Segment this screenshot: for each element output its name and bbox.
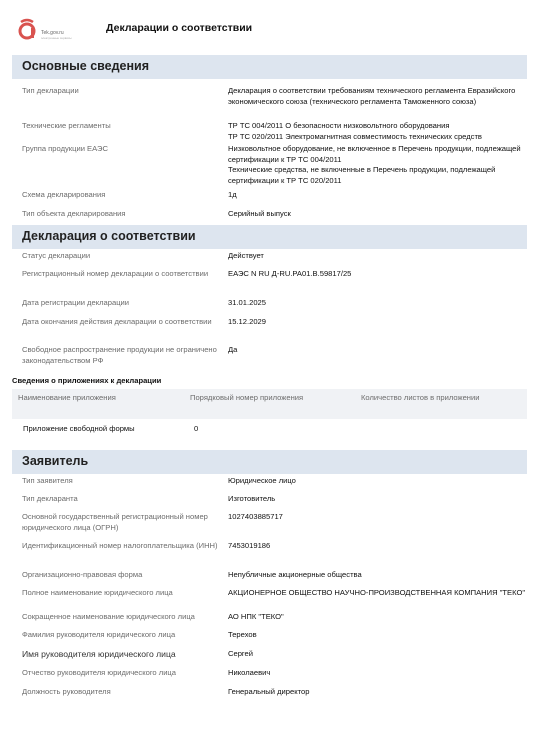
field-label: Полное наименование юридического лица xyxy=(22,588,173,597)
section-header-applicant xyxy=(12,450,527,474)
field-value: Низковольтное оборудование, не включенное в Перечень продукции, подлежащей сертификации к ТР ТС 004/2011 Технические средства, не включенные в Перечень продукции, подлежащей сертификации к ТР ТС 020/2011 xyxy=(228,144,521,185)
field-value: 15.12.2029 xyxy=(228,317,267,326)
field-label: Должность руководителя xyxy=(22,687,111,696)
field-value: Да xyxy=(228,345,238,354)
column-header: Порядковый номер приложения xyxy=(190,393,304,402)
field-value: АО НПК "ТЕКО" xyxy=(228,612,284,621)
field-value: 1д xyxy=(228,190,237,199)
field-value: Сергей xyxy=(228,649,253,658)
table-cell: 0 xyxy=(194,424,199,433)
site-logo[interactable] xyxy=(18,18,88,44)
field-value: АКЦИОНЕРНОЕ ОБЩЕСТВО НАУЧНО-ПРОИЗВОДСТВЕННАЯ КОМПАНИЯ "ТЕКО" xyxy=(228,588,526,597)
field-label: Организационно-правовая форма xyxy=(22,570,143,579)
field-label: Регистрационный номер декларации о соответствии xyxy=(22,269,209,278)
field-label: Сокращенное наименование юридического лица xyxy=(22,612,195,621)
field-label: Группа продукции ЕАЭС xyxy=(22,144,108,153)
field-label: Дата окончания действия декларации о соответствии xyxy=(22,317,212,326)
field-value: 7453019186 xyxy=(228,541,271,550)
field-label: Технические регламенты xyxy=(22,121,111,130)
field-value: ЕАЭС N RU Д-RU.PA01.B.59817/25 xyxy=(228,269,352,278)
field-label: Фамилия руководителя юридического лица xyxy=(22,630,176,639)
field-label: Тип заявителя xyxy=(22,476,73,485)
field-label: Тип объекта декларирования xyxy=(22,209,126,218)
field-label: Основной государственный регистрационный номер юридического лица (ОГРН) xyxy=(22,512,208,532)
page-title: Декларации о соответствии xyxy=(106,22,253,34)
field-value: Юридическое лицо xyxy=(228,476,296,485)
logo-icon xyxy=(18,18,36,40)
field-value: Николаевич xyxy=(228,668,271,677)
field-value: 31.01.2025 xyxy=(228,298,267,307)
field-value: Серийный выпуск xyxy=(228,209,291,218)
field-value: Декларация о соответствии требованиям технического регламента Евразийского экономического союза (технического регламента Таможенного союза) xyxy=(228,86,516,106)
section-header-basic xyxy=(12,55,527,79)
attachments-title: Сведения о приложениях к декларации xyxy=(12,376,162,385)
field-label: Схема декларирования xyxy=(22,190,106,199)
field-value: Действует xyxy=(228,251,264,260)
field-label: Имя руководителя юридического лица xyxy=(22,649,176,659)
field-value: Генеральный директор xyxy=(228,687,310,696)
section-title: Декларация о соответствии xyxy=(22,229,196,243)
field-label: Дата регистрации декларации xyxy=(22,298,130,307)
section-title: Основные сведения xyxy=(22,59,150,73)
field-label: Тип декларанта xyxy=(22,494,78,503)
table-row xyxy=(12,420,527,440)
field-value: ТР ТС 004/2011 О безопасности низковольтного оборудования ТР ТС 020/2011 Электромагнитная совместимость технических средств xyxy=(228,121,482,141)
logo-subtext: электронные сервисы xyxy=(41,36,72,40)
page-header xyxy=(0,0,545,50)
field-value: Терехов xyxy=(228,630,257,639)
section-header-declaration xyxy=(12,225,527,249)
field-label: Свободное распространение продукции не ограничено законодательством РФ xyxy=(22,345,217,365)
column-header: Наименование приложения xyxy=(18,393,116,402)
field-label: Тип декларации xyxy=(22,86,79,95)
section-title: Заявитель xyxy=(22,454,89,468)
field-value: Непубличные акционерные общества xyxy=(228,570,362,579)
field-label: Идентификационный номер налогоплательщика (ИНН) xyxy=(22,541,218,550)
field-value: Изготовитель xyxy=(228,494,276,503)
field-value: 1027403885717 xyxy=(228,512,283,521)
field-label: Статус декларации xyxy=(22,251,91,260)
logo-text: Tek.gov.ru xyxy=(41,30,64,36)
table-cell: Приложение свободной формы xyxy=(23,424,135,433)
column-header: Количество листов в приложении xyxy=(361,393,480,402)
attachments-table-header xyxy=(12,389,527,419)
field-label: Отчество руководителя юридического лица xyxy=(22,668,177,677)
